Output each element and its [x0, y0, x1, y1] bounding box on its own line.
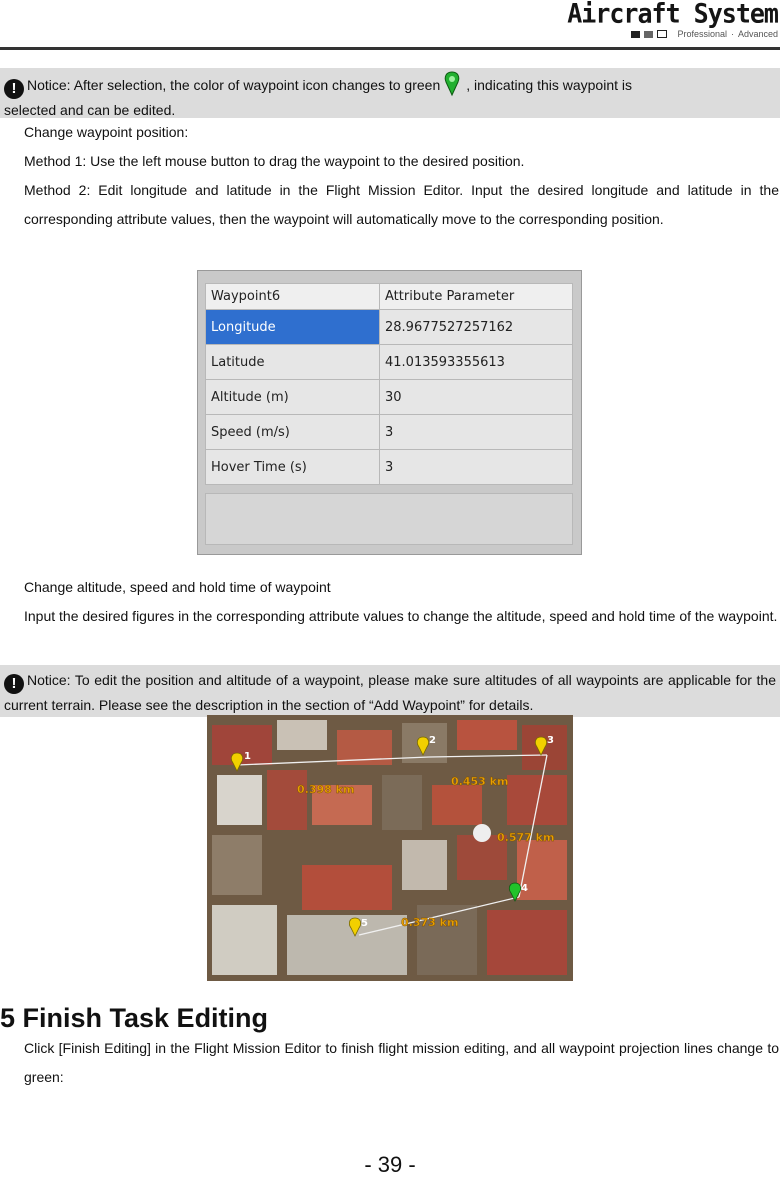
table-row[interactable]: [206, 310, 573, 345]
waypoint-number: 3: [547, 735, 554, 746]
notice1-after: , indicating this waypoint is: [466, 77, 633, 93]
attr-name[interactable]: Longitude: [206, 310, 380, 345]
header-attribute-parameter: Attribute Parameter: [380, 284, 573, 310]
para-input-figures: Input the desired figures in the corresponding attribute values to change the altitude, speed and hold time of the waypoint.: [24, 608, 778, 624]
attribute-table-screenshot: [197, 270, 582, 555]
attr-name[interactable]: Speed (m/s): [206, 415, 380, 450]
header-waypoint: Waypoint6: [206, 284, 380, 310]
brand-sub-separator: ·: [730, 29, 734, 39]
table-row[interactable]: [206, 450, 573, 485]
attr-value[interactable]: 30: [380, 380, 573, 415]
header-rule: [0, 47, 780, 50]
table-row[interactable]: [206, 345, 573, 380]
distance-label: 0.577 km: [497, 831, 555, 844]
brand-title: Aircraft System: [567, 0, 778, 29]
attr-value[interactable]: 3: [380, 450, 573, 485]
para-finish-editing: Click [Finish Editing] in the Flight Mission Editor to finish flight mission editing, and all waypoint projection lines change to green:: [24, 1040, 779, 1085]
waypoint-number: 1: [244, 751, 251, 762]
brand-square-outline-icon: [657, 30, 667, 38]
attribute-table-header: [206, 284, 573, 310]
para-method-1: Method 1: Use the left mouse button to drag the waypoint to the desired position.: [24, 153, 525, 169]
distance-label: 0.373 km: [401, 916, 459, 929]
notice-selection: [0, 68, 780, 118]
para-change-position: Change waypoint position:: [24, 124, 189, 140]
notice-terrain: [0, 665, 780, 717]
attribute-table: [205, 283, 573, 485]
brand-square-icon: [644, 31, 653, 38]
attr-name[interactable]: Hover Time (s): [206, 450, 380, 485]
green-waypoint-icon: [442, 71, 462, 97]
attr-value[interactable]: 3: [380, 415, 573, 450]
attr-value[interactable]: 41.013593355613: [380, 345, 573, 380]
waypoint-number: 2: [429, 735, 436, 746]
attr-name[interactable]: Latitude: [206, 345, 380, 380]
para-change-altitude: Change altitude, speed and hold time of waypoint: [24, 579, 331, 595]
distance-label: 0.398 km: [297, 783, 355, 796]
brand-sub-professional: Professional: [677, 29, 727, 39]
attribute-table-empty-area: [205, 493, 573, 545]
attr-name[interactable]: Altitude (m): [206, 380, 380, 415]
notice1-before: Notice: After selection, the color of waypoint icon changes to green: [27, 77, 441, 93]
brand-sub-advanced: Advanced: [737, 29, 778, 39]
brand-subtitle: [567, 29, 778, 39]
brand-square-icon: [631, 31, 640, 38]
para-method-2: Method 2: Edit longitude and latitude in the Flight Mission Editor. Input the desired longitude and latitude in the corresponding attribute values, then the waypoint will automatically move to the corresponding position.: [24, 182, 779, 227]
table-row[interactable]: [206, 380, 573, 415]
attr-value[interactable]: 28.9677527257162: [380, 310, 573, 345]
brand-logo: [567, 0, 778, 39]
notice2-text: Notice: To edit the position and altitude of a waypoint, please make sure altitudes of all waypoints are applicable for the current terrain. Please see the description in the section of “Add Waypoint” for details.: [4, 672, 776, 713]
warning-icon: !: [4, 674, 24, 694]
warning-icon: !: [4, 79, 24, 99]
section-title: 5 Finish Task Editing: [0, 1003, 269, 1033]
page-number: - 39 -: [364, 1152, 416, 1177]
waypoint-map: [207, 715, 573, 981]
waypoint-number: 4: [521, 883, 528, 894]
distance-label: 0.453 km: [451, 775, 509, 788]
notice1-line2: selected and can be edited.: [4, 102, 176, 118]
table-row[interactable]: [206, 415, 573, 450]
waypoint-number: 5: [361, 918, 368, 929]
